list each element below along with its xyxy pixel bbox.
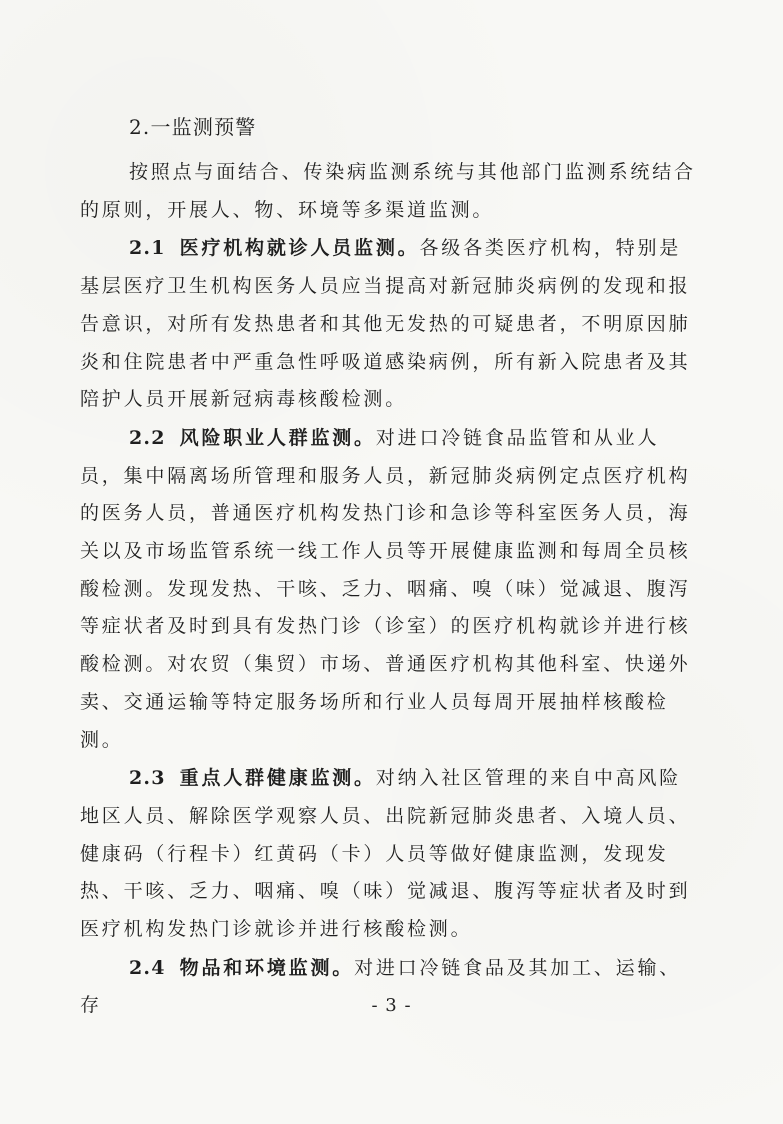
- section-2-1-number: 2.1: [129, 237, 166, 260]
- section-2-4-number: 2.4: [129, 956, 166, 979]
- section-2-1-body: 各级各类医疗机构，特别是基层医疗卫生机构医务人员应当提高对新冠肺炎病例的发现和报告意识，对所有发热患者和其他无发热的可疑患者，不明原因肺炎和住院患者中严重急性呼吸道感染病例，所有新入院患者及其陪护人员开展新冠病毒核酸检测。: [80, 237, 691, 411]
- section-2-4-body: 对进口冷链食品及其加工、运输、存: [80, 956, 682, 1017]
- section-2-4-title: 物品和环境监测。: [179, 956, 355, 979]
- section-2-2-body: 对进口冷链食品监管和从业人员，集中隔离场所管理和服务人员，新冠肺炎病例定点医疗机构的医务人员，普通医疗机构发热门诊和急诊等科室医务人员，海关以及市场监管系统一线工作人员等开展健康监测和每周全员核酸检测。发现发热、干咳、乏力、咽痛、嗅（味）觉减退、腹泻等症状者及时到具有发热门诊（诊室）的医疗机构就诊并进行核酸检测。对农贸（集贸）市场、普通医疗机构其他科室、快递外卖、交通运输等特定服务场所和行业人员每周开展抽样核酸检测。: [80, 426, 691, 751]
- section-2-3-body: 对纳入社区管理的来自中高风险地区人员、解除医学观察人员、出院新冠肺炎患者、入境人员、健康码（行程卡）红黄码（卡）人员等做好健康监测，发现发热、干咳、乏力、咽痛、嗅（味）觉减退、腹泻等症状者及时到医疗机构发热门诊就诊并进行核酸检测。: [80, 767, 691, 941]
- section-2-2-title: 风险职业人群监测。: [179, 426, 376, 449]
- section-2-3-title: 重点人群健康监测。: [179, 767, 376, 790]
- section-2-2-number: 2.2: [129, 426, 166, 449]
- page-number: - 3 -: [371, 995, 412, 1016]
- section-heading: 2.一监测预警: [129, 115, 257, 139]
- section-2-1-title: 医疗机构就诊人员监测。: [179, 237, 420, 260]
- intro-paragraph: 按照点与面结合、传染病监测系统与其他部门监测系统结合的原则，开展人、物、环境等多渠道监测。: [80, 161, 696, 221]
- document-content: [80, 109, 700, 1025]
- section-2-2-paragraph: [80, 420, 700, 759]
- section-2-3-number: 2.3: [129, 767, 166, 790]
- section-2-1-paragraph: [80, 230, 700, 419]
- section-2-3-paragraph: [80, 760, 700, 949]
